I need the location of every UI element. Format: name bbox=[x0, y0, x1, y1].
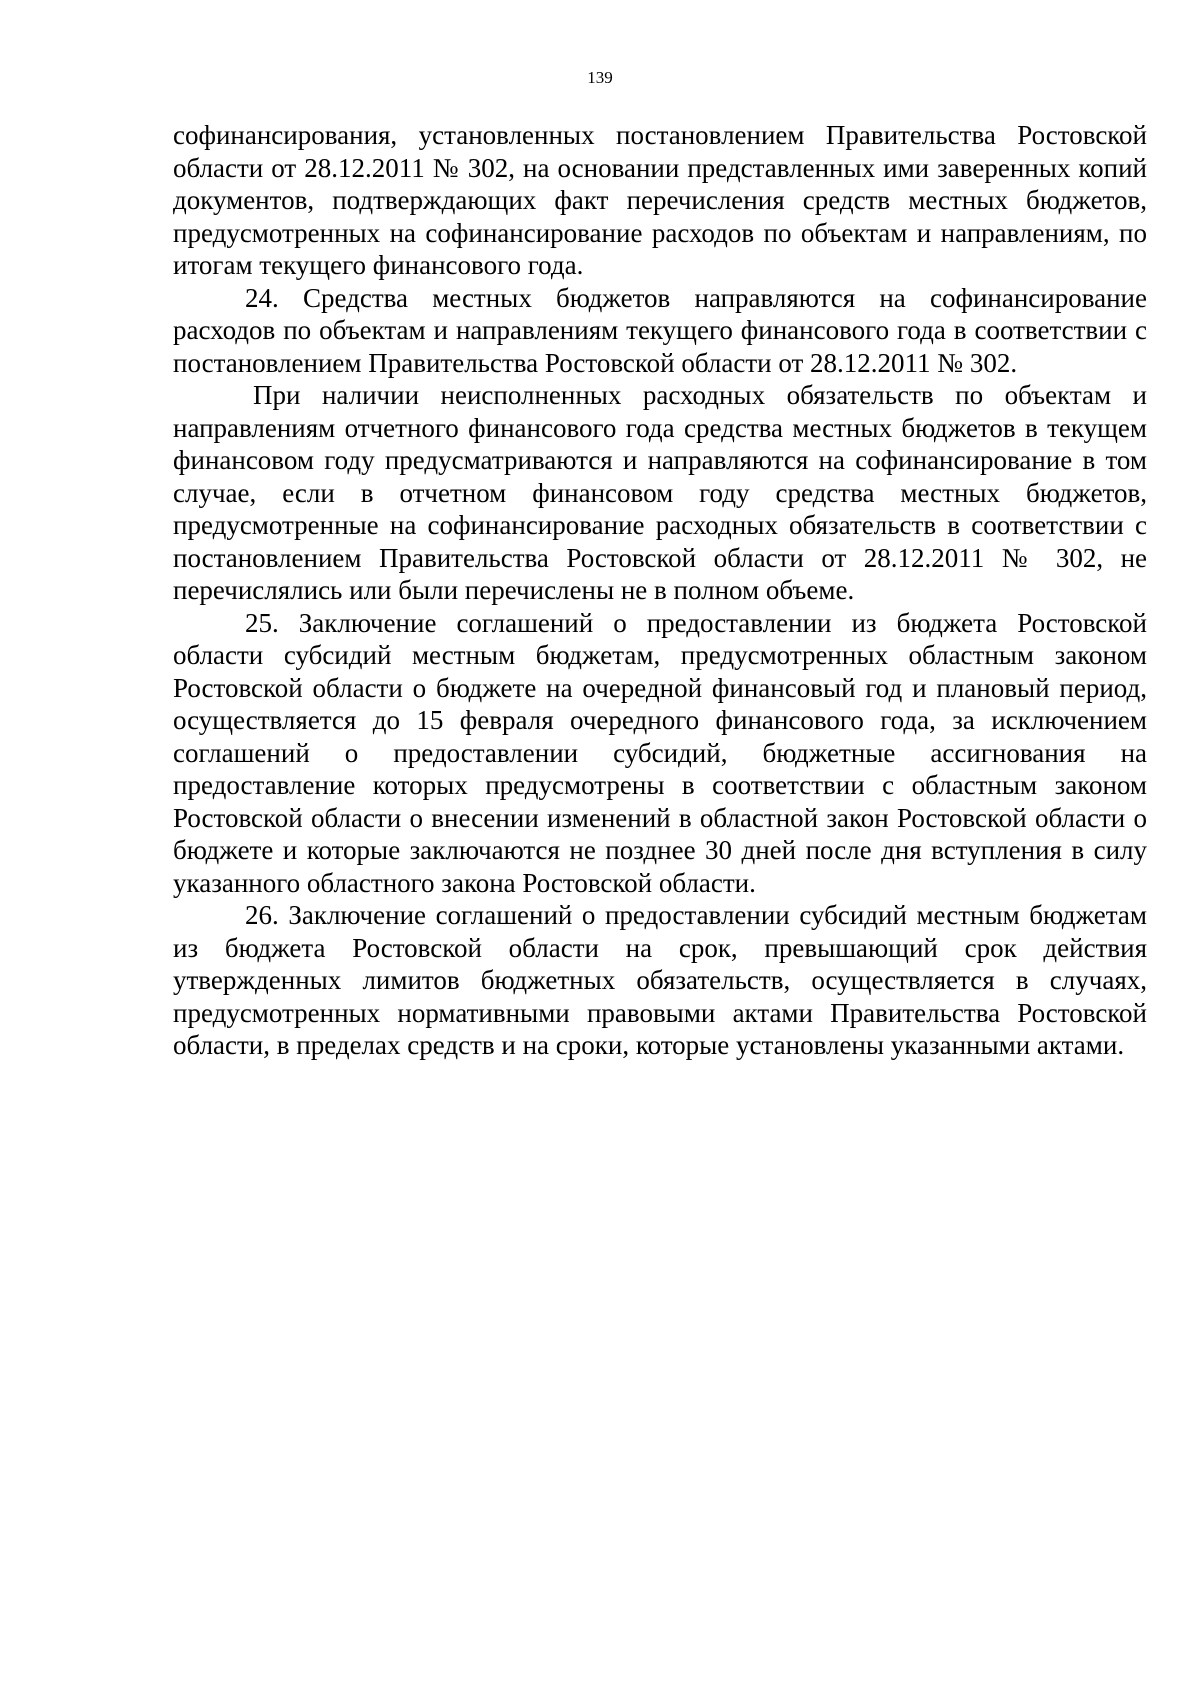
paragraph-continuation: софинансирования, установленных постановлением Правительства Ростовской области от 28.12.2011 № 302, на основании представленных ими заверенных копий документов, подтверждающих факт перечисления средств местных бюджетов, предусмотренных на софинансирование расходов по объектам и направлениям, по итогам текущего финансового года. bbox=[173, 120, 1147, 280]
document-body bbox=[173, 119, 1147, 1062]
paragraph-24-addendum: При наличии неисполненных расходных обязательств по объектам и направлениям отчетного финансового года средства местных бюджетов в текущем финансовом году предусматриваются и направляются на софинансирование в том случае, если в отчетном финансовом году средства местных бюджетов, предусмотренные на софинансирование расходных обязательств в соответствии с постановлением Правительства Ростовской области от 28.12.2011 № 302, не перечислялись или были перечислены не в полном объеме. bbox=[173, 380, 1147, 605]
paragraph-24: 24. Средства местных бюджетов направляются на софинансирование расходов по объектам и направлениям текущего финансового года в соответствии с постановлением Правительства Ростовской области от 28.12.2011 № 302. bbox=[173, 282, 1147, 378]
page-number: 139 bbox=[587, 68, 613, 87]
paragraph-25: 25. Заключение соглашений о предоставлении из бюджета Ростовской области субсидий местным бюджетам, предусмотренных областным законом Ростовской области о бюджете на очередной финансовый год и плановый период, осуществляется до 15 февраля очередного финансового года, за исключением соглашений о предоставлении субсидий, бюджетные ассигнования на предоставление которых предусмотрены в соответствии с областным законом Ростовской области о внесении изменений в областной закон Ростовской области о бюджете и которые заключаются не позднее 30 дней после дня вступления в силу указанного областного закона Ростовской области. bbox=[173, 607, 1147, 898]
paragraph-26: 26. Заключение соглашений о предоставлении субсидий местным бюджетам из бюджета Ростовской области на срок, превышающий срок действия утвержденных лимитов бюджетных обязательств, осуществляется в случаях, предусмотренных нормативными правовыми актами Правительства Ростовской области, в пределах средств и на сроки, которые установлены указанными актами. bbox=[173, 900, 1147, 1060]
